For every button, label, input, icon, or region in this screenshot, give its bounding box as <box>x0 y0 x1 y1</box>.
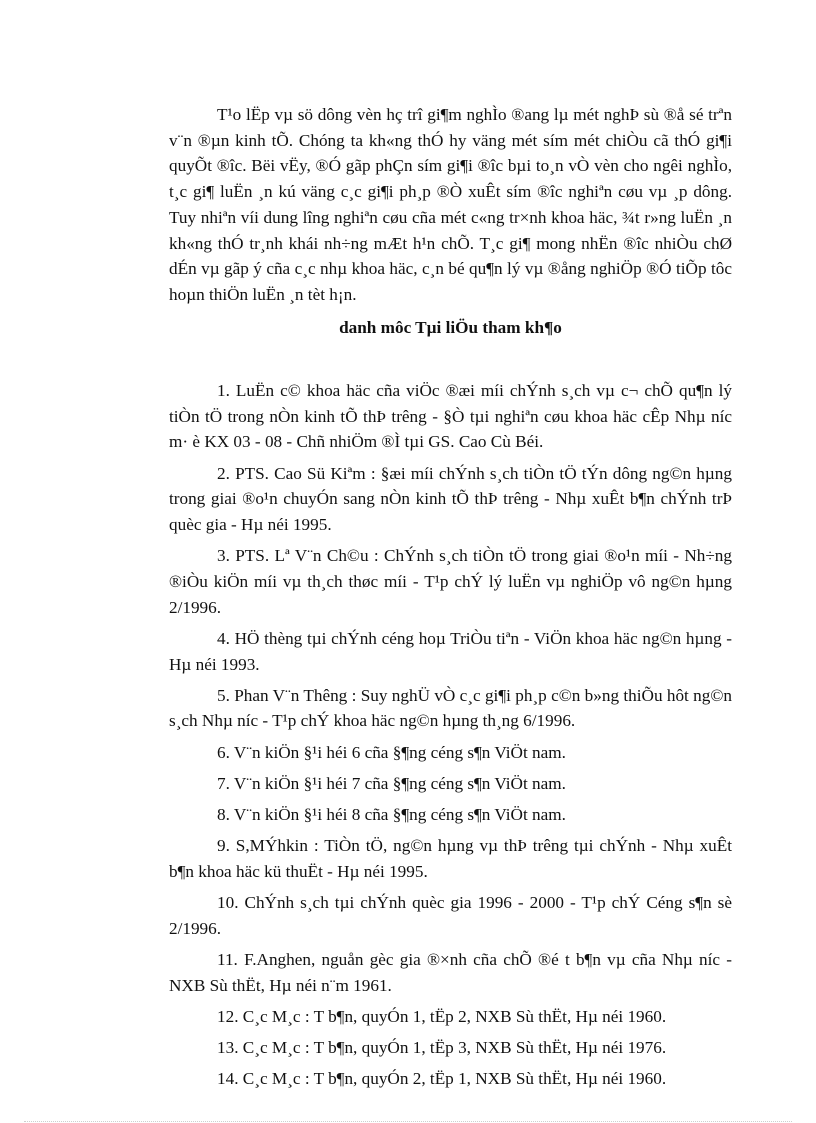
reference-item: 4. HÖ thèng tµi chÝnh céng hoµ TriÒu tiªn - ViÖn khoa häc ng©n hµng - Hµ néi 1993. <box>169 628 732 674</box>
reference-item: 11. F.Anghen, nguån gèc gia ®×nh cña chÕ ®é t b¶n vµ cña Nhµ níc - NXB Sù thËt, Hµ néi n¨m 1961. <box>169 950 732 995</box>
reference-item: 9. S,MÝhkin : TiÒn tÖ, ng©n hµng vµ thÞ trêng tµi chÝnh - Nhµ xuÊt b¶n khoa häc kü thuËt - Hµ néi 1995. <box>169 836 732 881</box>
reference-item: 1. LuËn c© khoa häc cña viÖc ®æi míi chÝnh s¸ch vµ c¬ chÕ qu¶n lý tiÒn tÖ trong nÒn kinh tÕ thÞ trêng - §Ò tµi nghiªn cøu khoa häc cÊp Nhµ níc m· è KX 03 - 08 - Chñ nhiÖm ®Ì tµi GS. Cao Cù Béi. <box>169 381 732 452</box>
intro-paragraph: T¹o lËp vµ sö dông vèn hç trî gi¶m nghÌo ®ang lµ mét nghÞ sù ®å sé trªn v¨n ®µn kinh tÕ. Chóng ta kh«ng thÓ hy väng mét sím mét chiÒu cã thÓ gi¶i quyÕt ®îc. Bëi vËy, ®Ó gãp phÇn sím gi¶i ®îc bµi to¸n vÒ vèn cho ngêi nghÌo, t¸c gi¶ luËn ¸n kú väng c¸c gi¶i ph¸p ®Ò xuÊt sím ®îc nghiªn cøu vµ ¸p dông. Tuy nhiªn víi dung lîng nghiªn cøu cña mét c«ng tr×nh khoa häc, ¾t r»ng luËn ¸n kh«ng thÓ tr¸nh khái nh÷ng mÆt h¹n chÕ. T¸c gi¶ mong nhËn ®îc nhiÒu chØ dÉn vµ gãp ý cña c¸c nhµ khoa häc, c¸n bé qu¶n lý vµ ®ång nghiÖp ®Ó tiÕp tôc hoµn thiÖn luËn ¸n tèt h¡n. <box>169 105 732 304</box>
reference-item: 14. C¸c M¸c : T b¶n, quyÓn 2, tËp 1, NXB Sù thËt, Hµ néi 1960. <box>217 1069 667 1089</box>
reference-item: 5. Phan V¨n Thêng : Suy nghÜ vÒ c¸c gi¶i ph¸p c©n b»ng thiÕu hôt ng©n s¸ch Nhµ níc - T¹p chÝ khoa häc ng©n hµng th¸ng 6/1996. <box>169 685 732 731</box>
references-list <box>169 378 732 1098</box>
reference-item: 2. PTS. Cao Sü Kiªm : §æi míi chÝnh s¸ch tiÒn tÖ tÝn dông ng©n hµng trong giai ®o¹n chuyÓn sang nÒn kinh tÕ thÞ trêng - Nhµ xuÊt b¶n chÝnh trÞ quèc gia - Hµ néi 1995. <box>169 463 732 535</box>
reference-item: 8. V¨n kiÖn §¹i héi 8 cña §¶ng céng s¶n ViÖt nam. <box>217 805 566 825</box>
reference-item: 12. C¸c M¸c : T b¶n, quyÓn 1, tËp 2, NXB Sù thËt, Hµ néi 1960. <box>217 1006 667 1026</box>
reference-item: 6. V¨n kiÖn §¹i héi 6 cña §¶ng céng s¶n ViÖt nam. <box>217 742 566 762</box>
reference-item: 3. PTS. Lª V¨n Ch©u : ChÝnh s¸ch tiÒn tÖ trong giai ®o¹n míi - Nh÷ng ®iÒu kiÖn míi vµ th¸ch thøc míi - T¹p chÝ lý luËn vµ nghiÖp vô ng©n hµng 2/1996. <box>169 546 732 617</box>
reference-item: 7. V¨n kiÖn §¹i héi 7 cña §¶ng céng s¶n ViÖt nam. <box>217 773 566 793</box>
references-heading: danh môc Tµi liÖu tham kh¶o <box>339 318 562 337</box>
reference-item: 13. C¸c M¸c : T b¶n, quyÓn 1, tËp 3, NXB Sù thËt, Hµ néi 1976. <box>217 1038 667 1058</box>
reference-item: 10. ChÝnh s¸ch tµi chÝnh quèc gia 1996 - 2000 - T¹p chÝ Céng s¶n sè 2/1996. <box>169 893 732 938</box>
page-bottom-rule <box>24 1121 792 1122</box>
